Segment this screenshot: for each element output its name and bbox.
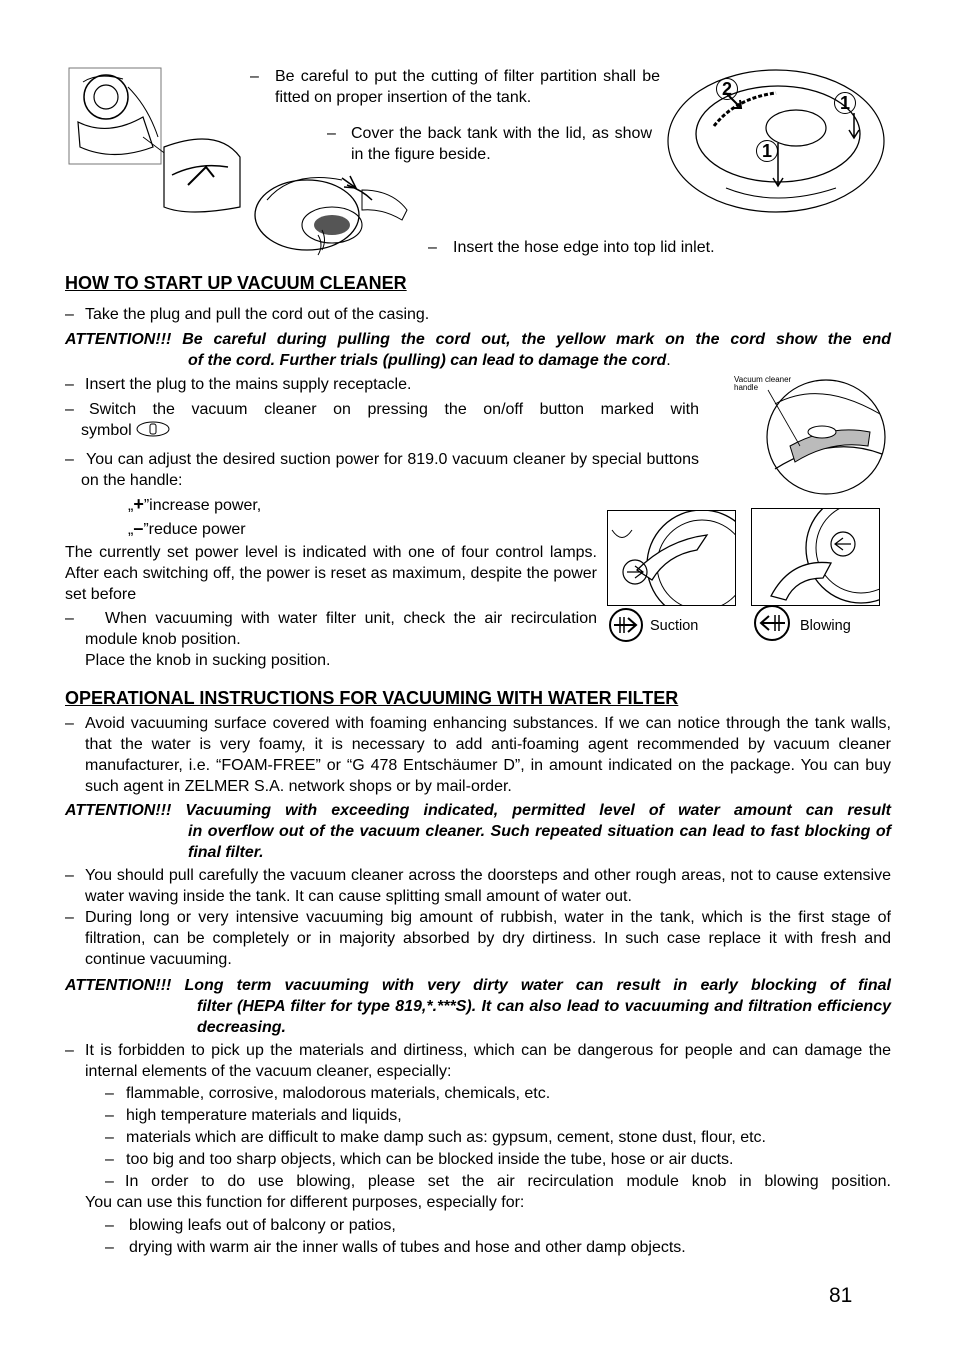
dash: – xyxy=(65,401,74,418)
start-item-plug: – Take the plug and pull the cord out of the casing. xyxy=(65,306,430,323)
handle-label: Vacuum cleaner handle xyxy=(734,375,792,392)
start-item-suction-power: – You can adjust the desired suction power for 819.0 vacuum cleaner by special buttons on the handle: xyxy=(65,451,699,489)
plus-icon: + xyxy=(133,494,144,514)
oper-item-blowing: – In order to do use blowing, please set the air recirculation module knob in blowing position. You can use this function for different purposes, especially for: xyxy=(85,1173,891,1211)
top-item-filter-partition: – Be careful to put the cutting of filter partition shall be fitted on proper insertion of the tank. xyxy=(250,68,660,106)
list-item: – drying with warm air the inner walls of tubes and hose and other damp objects. xyxy=(105,1239,686,1256)
dash: – xyxy=(65,909,74,926)
list-item: – blowing leafs out of balcony or patios, xyxy=(105,1217,396,1234)
figure-number-1-left: 1 xyxy=(756,140,778,162)
figure-filter-partition xyxy=(68,67,244,213)
power-reduce-line: „–”reduce power xyxy=(128,518,246,538)
blowing-icon xyxy=(753,604,791,647)
dash: – xyxy=(65,1042,74,1059)
suction-label: Suction xyxy=(650,618,699,634)
oper-item-doorsteps: – You should pull carefully the vacuum cleaner across the doorsteps and other rough areas, not to cause extensive water waving inside the tank. It can cause splitting small amount of water out. xyxy=(65,867,891,905)
power-button-icon xyxy=(136,421,170,437)
dash: – xyxy=(65,610,74,627)
figure-hose-insert xyxy=(252,160,412,260)
figure-number-1-right: 1 xyxy=(834,92,856,114)
top-item-hose-edge: – Insert the hose edge into top lid inlet. xyxy=(428,239,715,256)
figure-suction-knob xyxy=(607,510,736,606)
forbidden-sublist xyxy=(105,1083,891,1170)
figure-blowing-knob xyxy=(751,508,880,606)
attention-dirty-water: ATTENTION!!! Long term vacuuming with very dirty water can result in early blocking of final filter (HEPA filter for type 819,*.***S). It can also lead to vacuuming and filtration efficiency decreasing. xyxy=(65,977,891,1036)
page-number: 81 xyxy=(829,1284,853,1307)
dash: – xyxy=(428,239,437,256)
dash: – xyxy=(65,715,74,732)
dash: – xyxy=(327,125,336,142)
start-item-mains: – Insert the plug to the mains supply receptacle. xyxy=(65,376,412,393)
minus-icon: – xyxy=(133,518,144,538)
dash: – xyxy=(65,306,74,323)
list-item: – materials which are difficult to make damp such as: gypsum, cement, stone dust, flour, etc. xyxy=(105,1129,766,1146)
top-item-cover-tank: – Cover the back tank with the lid, as show in the figure beside. xyxy=(327,125,652,163)
oper-item-foaming: – Avoid vacuuming surface covered with foaming enhancing substances. If we can notice through the tank walls, that the water is very foamy, it is necessary to add anti-foaming agent recommended by vacuum cleaner manufacturer, i.e. “FOAM-FREE” or “G 478 Entschäumer D”, in amount indicated on the package. You can buy such agent in ZELMER S.A. network shops or by mail-order. xyxy=(65,715,891,795)
figure-number-2: 2 xyxy=(716,78,738,100)
oper-item-forbidden: – It is forbidden to pick up the materials and dirtiness, which can be dangerous for people and can damage the internal elements of the vacuum cleaner, especially: xyxy=(65,1042,891,1080)
oper-item-intensive: – During long or very intensive vacuuming big amount of rubbish, water in the tank, which is the first stage of filtration, can be completely or in majority absorbed by dry dirtiness. In such case replace it with fresh and continue vacuuming. xyxy=(65,909,891,968)
power-increase-line: „+”increase power, xyxy=(128,494,262,514)
attention-cord: ATTENTION!!! Be careful during pulling the cord out, the yellow mark on the cord show the end of the cord. Further trials (pulling) can lead to damage the cord. xyxy=(65,331,892,369)
dash: – xyxy=(65,867,74,884)
figure-lid xyxy=(666,68,886,214)
list-item: – high temperature materials and liquids, xyxy=(105,1107,402,1124)
start-item-water-filter: – When vacuuming with water filter unit, check the air recirculation module knob position. Place the knob in sucking position. xyxy=(65,610,597,669)
list-item: – flammable, corrosive, malodorous materials, chemicals, etc. xyxy=(105,1085,551,1102)
heading-operational: OPERATIONAL INSTRUCTIONS FOR VACUUMING WITH WATER FILTER xyxy=(65,688,679,708)
dash: – xyxy=(65,451,74,468)
power-level-paragraph: The currently set power level is indicated with one of four control lamps. After each switching off, the power is reset as maximum, despite the power set before xyxy=(65,544,597,603)
blowing-sublist xyxy=(105,1215,891,1258)
dash: – xyxy=(250,68,259,85)
list-item: – too big and too sharp objects, which can be blocked inside the tube, hose or air ducts. xyxy=(105,1151,734,1168)
blowing-label: Blowing xyxy=(800,618,851,634)
start-item-switch-on: – Switch the vacuum cleaner on pressing the on/off button marked with symbol xyxy=(65,401,699,439)
figure-handle xyxy=(730,374,886,496)
dash: – xyxy=(65,376,74,393)
attention-water-level: ATTENTION!!! Vacuuming with exceeding indicated, permitted level of water amount can result in overflow out of the vacuum cleaner. Such repeated situation can lead to fast blocking of final filter. xyxy=(65,802,891,861)
suction-icon xyxy=(608,607,644,648)
heading-start-up: HOW TO START UP VACUUM CLEANER xyxy=(65,273,407,293)
